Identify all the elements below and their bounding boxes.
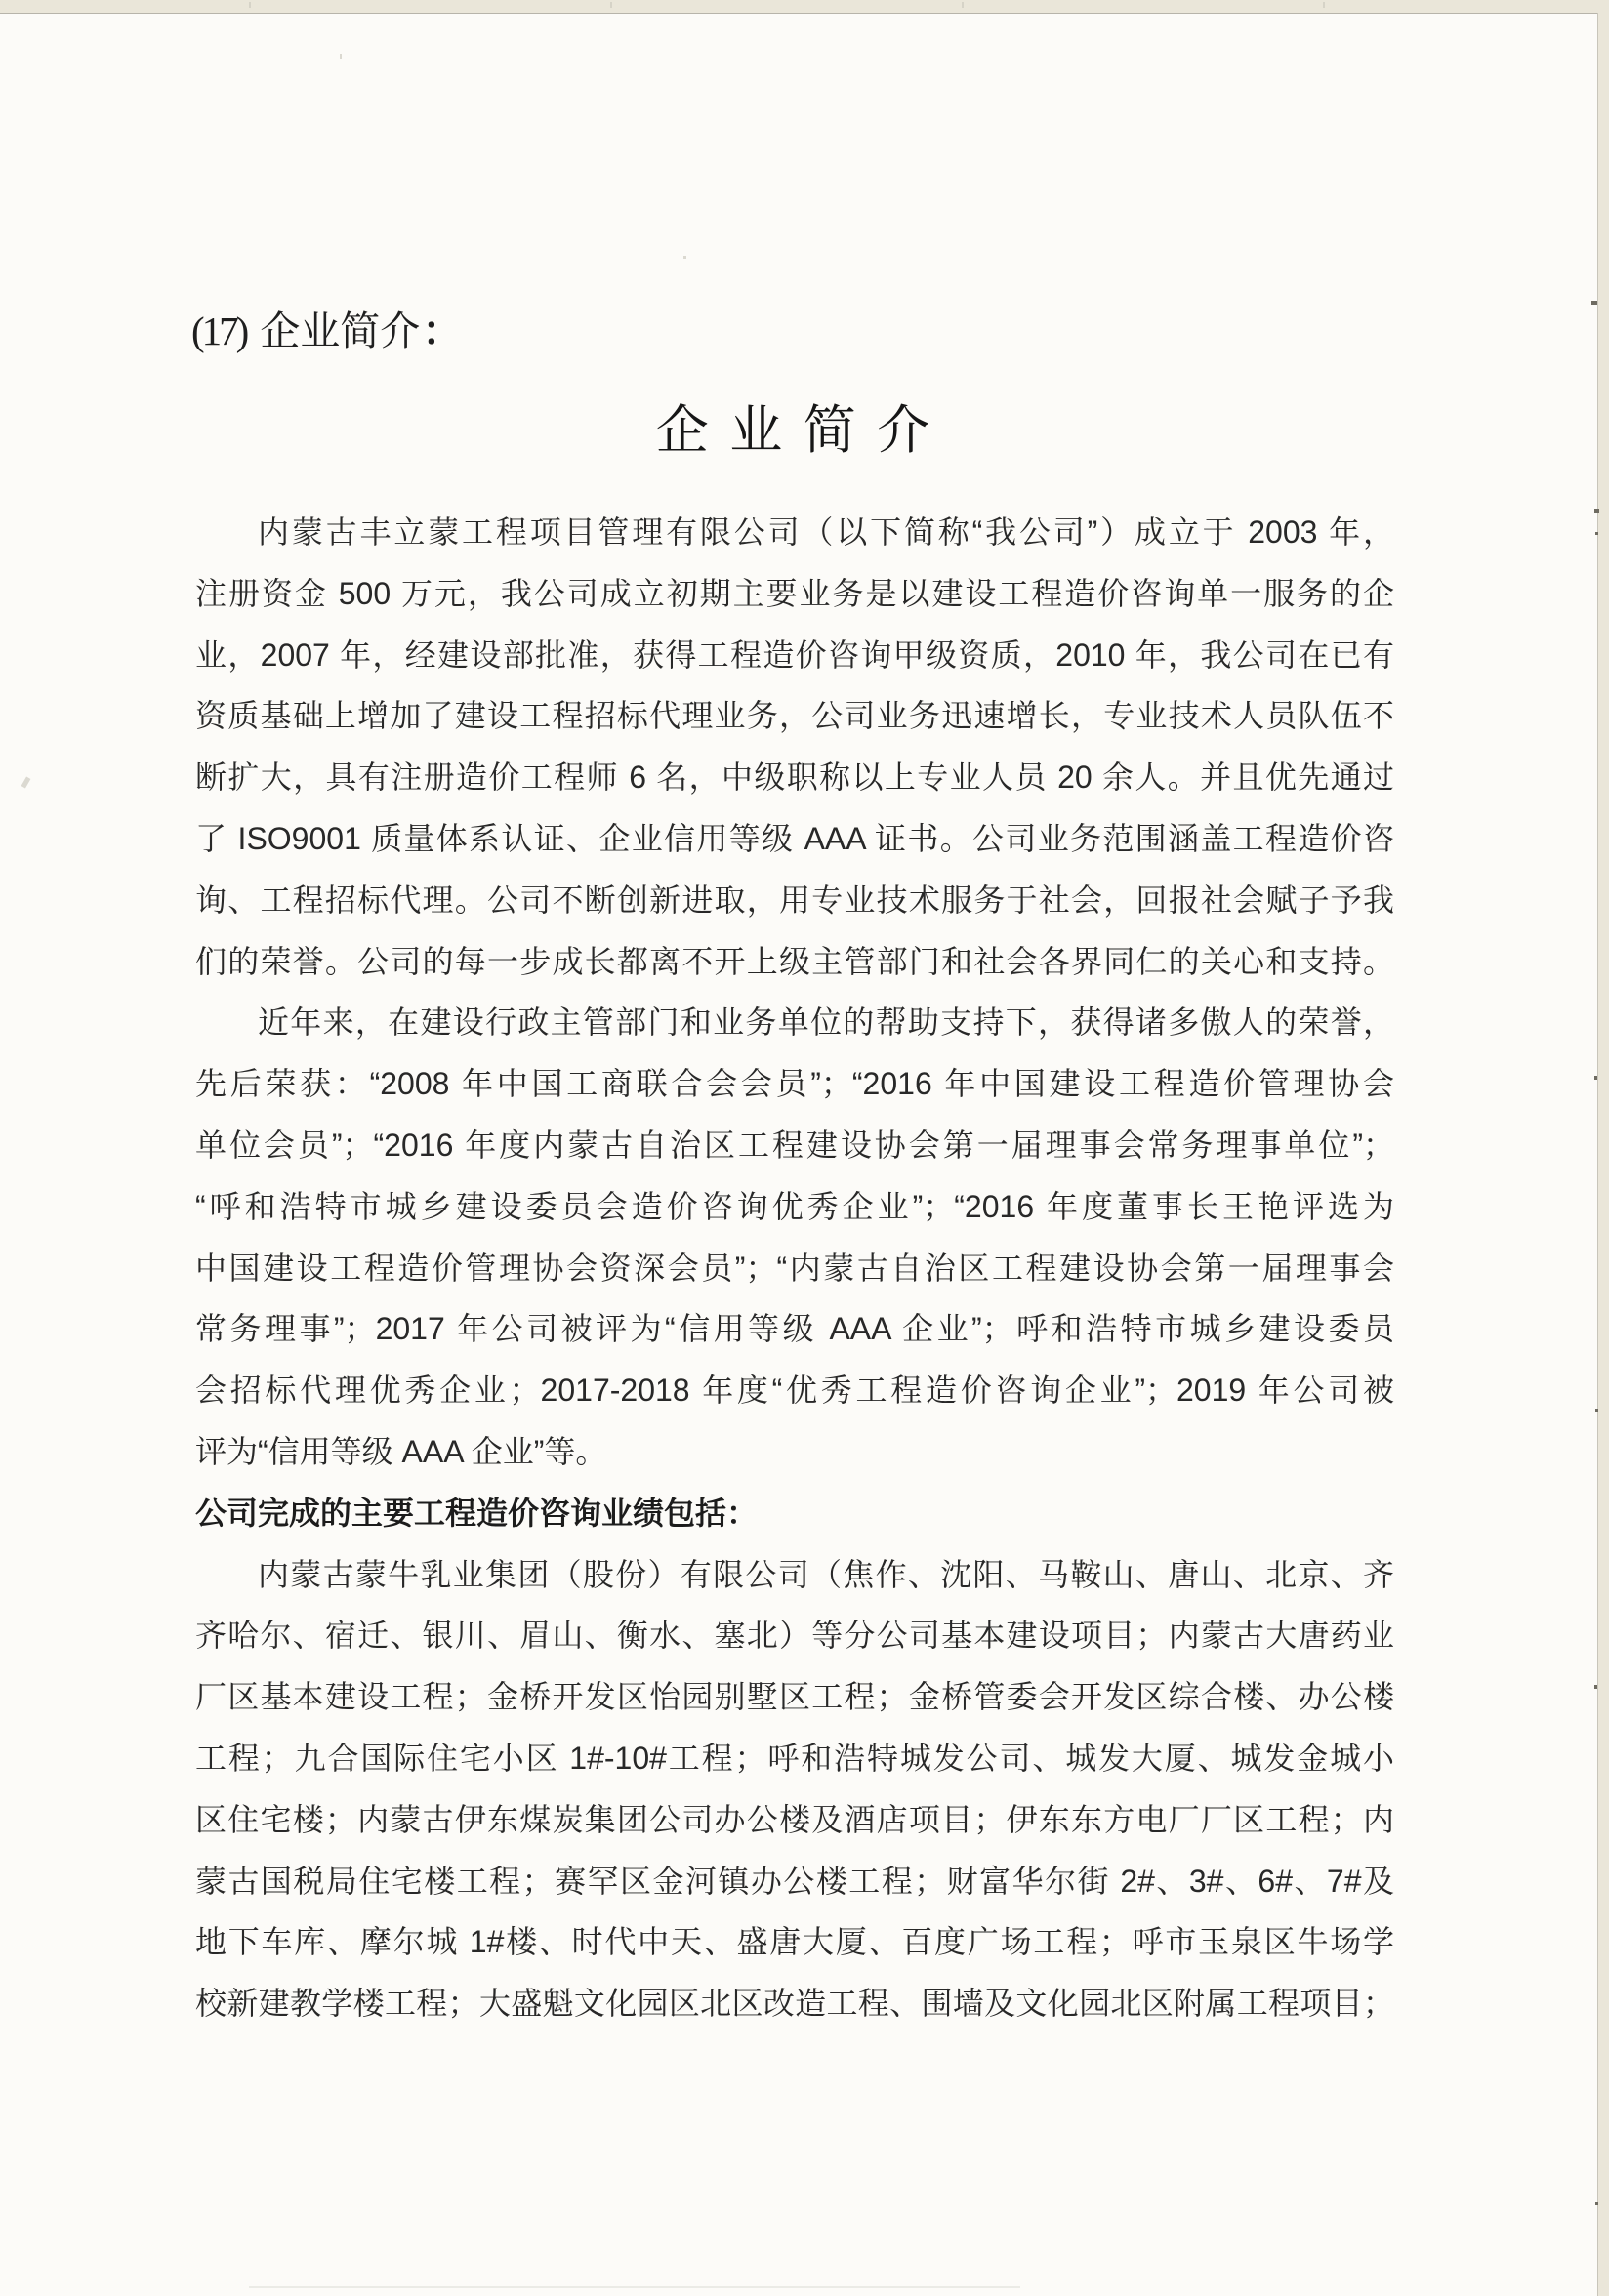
body-line: 询、工程招标代理。公司不断创新进取，用专业技术服务于社会，回报社会赋子予我 [195,882,1394,918]
scanner-tick [962,2,964,8]
scan-speck [1594,1685,1597,1689]
body-line: 工程；九合国际住宅小区 1#-10#工程；呼和浩特城发公司、城发大厦、城发金城小 [195,1740,1394,1776]
body-line: 齐哈尔、宿迁、银川、眉山、衡水、塞北）等分公司基本建设项目；内蒙古大唐药业 [195,1618,1394,1654]
body-line: 常务理事”；2017 年公司被评为“信用等级 AAA 企业”；呼和浩特市城乡建设委员 [195,1311,1394,1347]
scan-speck [1594,509,1599,513]
body-line: 近年来，在建设行政主管部门和业务单位的帮助支持下，获得诸多傲人的荣誉， [258,1004,1394,1041]
scan-speck [1595,532,1598,535]
scan-mark [683,256,686,259]
body-line: 区住宅楼；内蒙古伊东煤炭集团公司办公楼及酒店项目；伊东东方电厂厂区工程；内 [195,1801,1394,1837]
section-number: (17) [191,308,247,353]
scanner-tick [610,2,612,8]
scan-mark [21,776,31,788]
scanner-edge-right [1597,13,1609,2296]
body-line: 校新建教学楼工程；大盛魁文化园区北区改造工程、围墙及文化园北区附属工程项目； [195,1986,1394,2022]
body-line: 内蒙古蒙牛乳业集团（股份）有限公司（焦作、沈阳、马鞍山、唐山、北京、齐 [258,1556,1394,1592]
scanner-tick [249,2,251,8]
body-line: 资质基础上增加了建设工程招标代理业务，公司业务迅速增长，专业技术人员队伍不 [195,698,1394,734]
body-line: 蒙古国税局住宅楼工程；赛罕区金河镇办公楼工程；财富华尔街 2#、3#、6#、7#及 [195,1863,1394,1899]
document-body [195,502,1394,2034]
body-line: 地下车库、摩尔城 1#楼、时代中天、盛唐大厦、百度广场工程；呼市玉泉区牛场学 [195,1924,1394,1960]
scan-mark [340,54,342,59]
body-line: 厂区基本建设工程；金桥开发区怡园别墅区工程；金桥管委会开发区综合楼、办公楼 [195,1679,1394,1715]
section-heading [191,299,462,356]
body-line: 会招标代理优秀企业；2017-2018 年度“优秀工程造价咨询企业”；2019 年公司被 [195,1373,1394,1409]
scanner-edge-top [0,0,1609,14]
section-colon: ： [422,308,463,353]
body-line: 内蒙古丰立蒙工程项目管理有限公司（以下简称“我公司”）成立于 2003 年， [258,514,1394,550]
scan-speck [1591,301,1597,305]
achievements-heading: 公司完成的主要工程造价咨询业绩包括： [195,1495,759,1531]
body-line: 了 ISO9001 质量体系认证、企业信用等级 AAA 证书。公司业务范围涵盖工程造价咨 [195,820,1394,856]
body-line: 先后荣获：“2008 年中国工商联合会会员”；“2016 年中国建设工程造价管理协会 [195,1066,1394,1102]
body-line: “呼和浩特市城乡建设委员会造价咨询优秀企业”；“2016 年度董事长王艳评选为 [195,1188,1394,1224]
scan-speck [1595,2202,1598,2205]
scan-speck [1595,1409,1598,1412]
body-line: 断扩大，具有注册造价工程师 6 名，中级职称以上专业人员 20 余人。并且优先通过 [195,759,1394,796]
body-line: 中国建设工程造价管理协会资深会员”；“内蒙古自治区工程建设协会第一届理事会 [195,1250,1394,1286]
scanner-tick [1323,2,1325,8]
section-title: 企业简介 [260,308,421,353]
scan-bottom-line [249,2286,1020,2288]
body-line: 们的荣誉。公司的每一步成长都离不开上级主管部门和社会各界同仁的关心和支持。 [195,943,1394,979]
body-line: 注册资金 500 万元，我公司成立初期主要业务是以建设工程造价咨询单一服务的企 [195,575,1394,611]
body-line: 业，2007 年，经建设部批准，获得工程造价咨询甲级资质，2010 年，我公司在已有 [195,636,1394,673]
document-main-title: 企 业 简 介 [655,401,934,460]
body-line: 评为“信用等级 AAA 企业”等。 [195,1433,607,1469]
body-line: 单位会员”；“2016 年度内蒙古自治区工程建设协会第一届理事会常务理事单位”； [195,1127,1394,1163]
scan-speck [1594,1076,1597,1080]
